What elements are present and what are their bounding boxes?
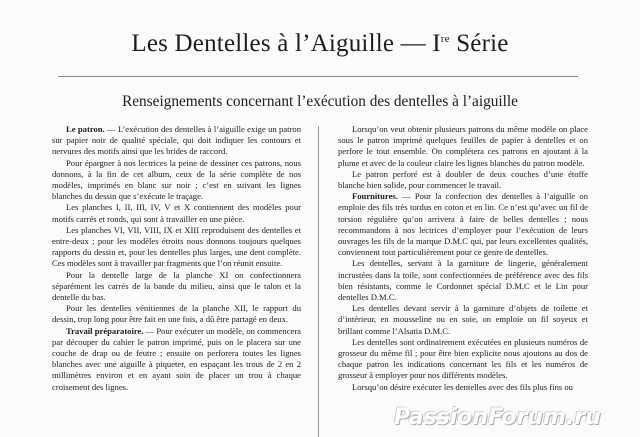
- paragraph: Les planches VI, VII, VIII, IX et XIII reproduisent des dentelles et entre-deux ; pour les modèles étroits nous donnons toujours quelques rapports du dessin et, pour les dentelles plus larges, une dent complète. Ces modèles sont à travailler par fragments que l’on réunit ensuite.: [52, 224, 301, 269]
- paragraph: Pour les dentelles vénitiennes de la planche XII, le rapport du dessin, trop long pour être fait en une fois, a dû être partagé en deux.: [52, 303, 301, 325]
- paragraph: Fournitures. — Pour la confection des dentelles à l’aiguille on emploie des fils très tordus en coton et en lin. Ce n’est qu’avec un fil de torsion régulière qu’on arrivera à faire de belles dentelles ; nous recommandons à nos lectrices d’employer pour l’exécution de leurs ouvrages les fils de la marque D.M.C qui, par leurs excellentes qualités, conviennent tout particulièrement pour ce genre de dentelles.: [338, 191, 588, 258]
- section-heading-travail: Travail préparatoire.: [66, 325, 144, 336]
- section-heading-fournitures: Fournitures.: [352, 191, 398, 202]
- page-title: [0, 30, 640, 58]
- paragraph: Lorsqu’on désire exécuter les dentelles avec des fils plus fins ou: [352, 381, 573, 392]
- paragraph: Les planches I, II, III, IV, V et X contiennent des modèles pour motifs carrés et ronds, qui sont à travailler en une pièce.: [52, 202, 301, 224]
- left-column: [52, 124, 301, 393]
- page-subtitle: Renseignements concernant l’exécution des dentelles à l’aiguille: [122, 93, 518, 110]
- watermark: PassionForum.ru: [394, 405, 601, 430]
- paragraph: Le patron. — L’exécution des dentelles à l’aiguille exige un patron sur papier noir de qualité spéciale, qui doit indiquer les contours et nervures des motifs ainsi que les brides de raccord.: [52, 124, 301, 157]
- paragraph: Le patron perforé est à doubler de deux couches d’une étoffe blanche bien solide, pour commencer le travail.: [338, 168, 588, 191]
- page-title-superscript: re: [440, 33, 450, 45]
- title-rule: [58, 76, 578, 77]
- paragraph: Les dentelles, servant à la garniture de lingerie, généralement incrustées dans la toile, sont confectionnées de préférence avec des fils bien résistants, comme le Cordonnet spécial D.M.C et le Lin pour dentelles D.M.C.: [338, 258, 588, 303]
- section-heading-patron: Le patron.: [66, 124, 105, 134]
- column-divider: [318, 126, 319, 437]
- right-column: [338, 124, 588, 393]
- page-title-end: Série: [449, 30, 509, 57]
- paragraph: Les dentelles sont ordinairement exécutées en plusieurs numéros de grosseur du même fil ; pour être bien explicite nous ajoutons au dos de chaque patron les indications concernant les fils et les numéros de grosseur à employer pour nos différents modèles.: [338, 336, 588, 381]
- paragraph: Pour épargner à nos lectrices la peine de dessiner ces patrons, nous donnons, à la fin de cet album, ceux de la série complète de nos modèles, imprimés en blanc sur noir ; c’est en suivant les lignes blanches du dessin que s’exécute le traçage.: [52, 157, 301, 202]
- page-title-main: Les Dentelles à l’Aiguille — I: [131, 30, 441, 57]
- paragraph: Les dentelles devant servir à la garniture d’objets de toilette et d’intérieur, en mousseline ou en soie, on emploie un fil soyeux et brillant comme l’Alsatia D.M.C.: [338, 303, 588, 336]
- paragraph: Travail préparatoire. — Pour exécuter un modèle, on commencera par découper du cahier le patron imprimé, puis on le placera sur une couche de drap ou de feutre ; ensuite on perforera toutes les lignes blanches avec une aiguille à piqueter, en espaçant les trous de 2 en 2 millimètres environ et en ayant soin de placer un trou à chaque croisement des lignes.: [52, 325, 301, 392]
- paragraph: Lorsqu’on veut obtenir plusieurs patrons du même modèle on place sous le patron imprimé quelques feuilles de papier à dentelles et on perfore le tout ensemble. On complétera ces patrons en ajoutant à la plume et avec de la couleur claire les lignes blanches du patron modèle.: [338, 124, 588, 168]
- paragraph: Pour la dentelle large de la planche XI on confectionnera séparément les carrés de la bande du milieu, ainsi que le talon et la dentelle du bas.: [52, 269, 301, 303]
